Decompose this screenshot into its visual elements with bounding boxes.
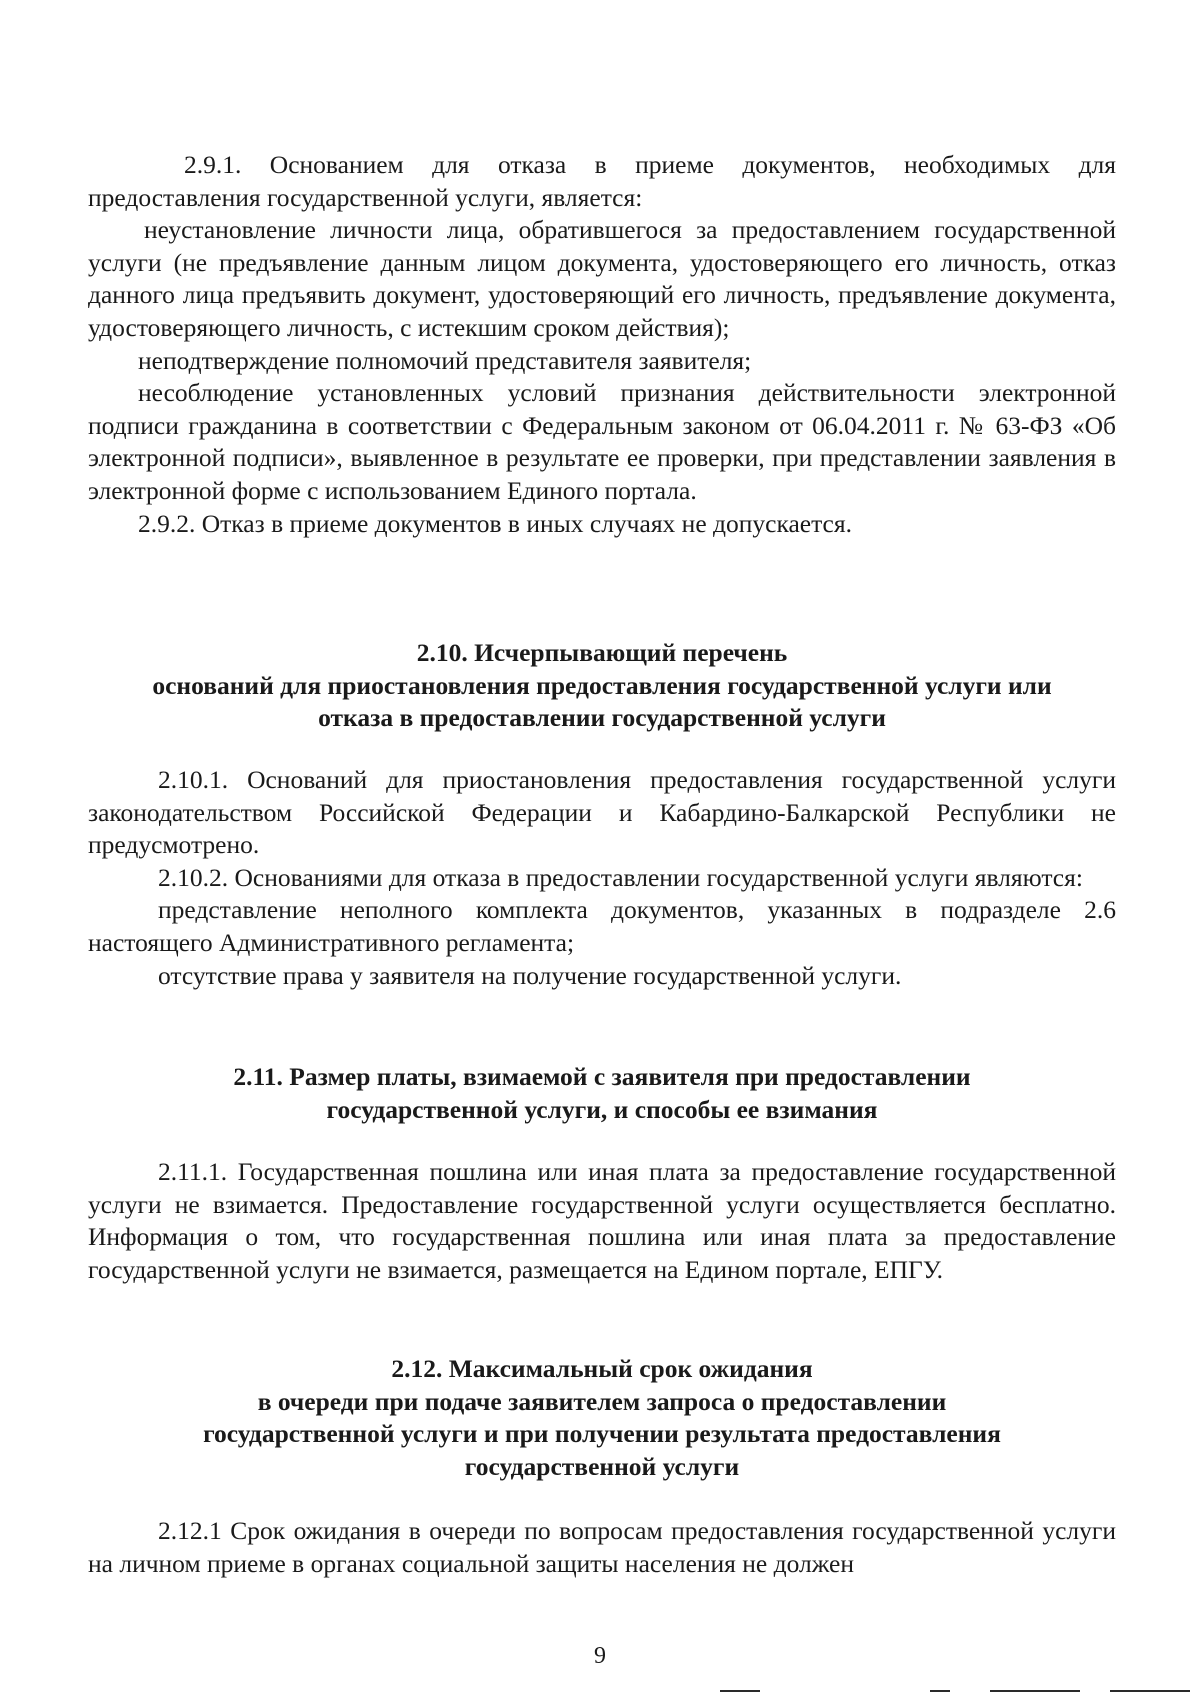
section-2-12-body [88,1515,1116,1580]
heading-line: государственной услуги и при получении результата предоставления [203,1419,1001,1449]
paragraph-2-12-1: 2.12.1 Срок ожидания в очереди по вопросам предоставления государственной услуги на личном приеме в органах социальной защиты населения не должен [88,1516,1116,1578]
section-2-11-body [88,1156,1116,1286]
paragraph-2-9-1: 2.9.1. Основанием для отказа в приеме документов, необходимых для предоставления государственной услуги, является: [88,150,1116,212]
heading-line: в очереди при подаче заявителем запроса о предоставлении [257,1386,947,1416]
section-2-12-heading [88,1353,1116,1483]
paragraph-ground-identity: неустановление личности лица, обратившегося за предоставлением государственной услуги (не предъявление данным лицом документа, удостоверяющего его личность, отказ данного лица предъявить документ, удостоверяющий его личность, предъявление документа, удостоверяющего личность, с истекшим сроком действия); [88,215,1116,342]
scan-artifact [930,1690,950,1692]
heading-line: оснований для приостановления предоставления государственной услуги или [152,670,1052,700]
paragraph-incomplete-docs: представление неполного комплекта документов, указанных в подразделе 2.6 настоящего Административного регламента; [88,895,1116,957]
heading-line: государственной услуги, и способы ее взимания [326,1094,878,1124]
paragraph-2-10-2: 2.10.2. Основаниями для отказа в предоставлении государственной услуги являются: [158,862,1083,892]
scan-artifact [720,1690,760,1692]
scan-artifact [990,1690,1080,1692]
paragraph-ground-signature: несоблюдение установленных условий признания действительности электронной подписи гражданина в соответствии с Федеральным законом от 06.04.2011 г. № 63-ФЗ «Об электронной подписи», выявленное в результате ее проверки, при представлении заявления в электронной форме с использованием Единого портала. [88,378,1116,505]
paragraph-no-right: отсутствие права у заявителя на получение государственной услуги. [158,960,902,990]
section-2-10-heading [88,637,1116,735]
heading-line: государственной услуги [464,1451,740,1481]
heading-line: 2.10. Исчерпывающий перечень [416,638,788,667]
section-2-11-heading [88,1061,1116,1126]
paragraph-2-9-2: 2.9.2. Отказ в приеме документов в иных случаях не допускается. [138,508,852,538]
scan-artifact [1110,1690,1190,1692]
heading-line: 2.11. Размер платы, взимаемой с заявителя при предоставлении [233,1062,971,1091]
page-number: 9 [594,1643,606,1669]
heading-line: 2.12. Максимальный срок ожидания [391,1354,813,1383]
paragraph-ground-authority: неподтверждение полномочий представителя заявителя; [138,345,752,375]
paragraph-2-10-1: 2.10.1. Оснований для приостановления предоставления государственной услуги законодательством Российской Федерации и Кабардино-Балкарской Республики не предусмотрено. [88,765,1116,860]
section-2-9-body [88,149,1116,540]
section-2-10-body [88,764,1116,992]
paragraph-2-11-1: 2.11.1. Государственная пошлина или иная плата за предоставление государственной услуги не взимается. Предоставление государственной услуги осуществляется бесплатно. Информация о том, что государственная пошлина или иная плата за предоставление государственной услуги не взимается, размещается на Едином портале, ЕПГУ. [88,1157,1116,1284]
heading-line: отказа в предоставлении государственной услуги [318,703,886,733]
